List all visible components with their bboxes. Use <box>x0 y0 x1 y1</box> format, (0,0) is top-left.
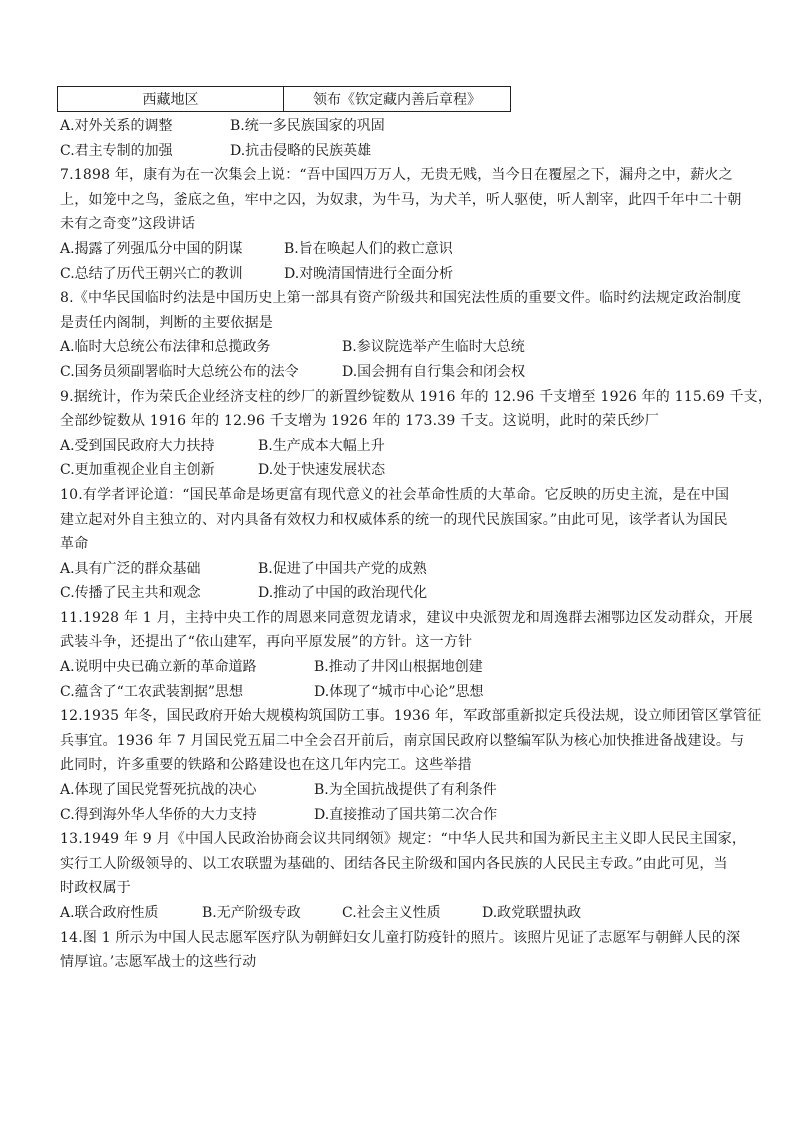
table-row <box>58 87 511 112</box>
option-b: B.旨在唤起人们的救亡意识 <box>284 240 453 257</box>
question-12-line: 兵事宜。1936 年 7 月国民党五届二中全会召开前后，南京国民政府以整编军队为核心加快推进备战建设。与 <box>60 732 745 749</box>
question-13-line: 13.1949 年 9 月《中国人民政治协商会议共同纲领》规定：“中华人民共和国为新民主主义即人民民主国家， <box>60 831 747 848</box>
question-8-line: 是责任内阁制，判断的主要依据是 <box>60 314 273 331</box>
option-b: B.为全国抗战提供了有利条件 <box>314 782 497 799</box>
options-row <box>60 557 736 582</box>
option-d: D.国会拥有自行集会和闭会权 <box>342 363 526 380</box>
option-d: D.对晚清国情进行全面分析 <box>284 265 454 282</box>
option-a: A.体现了国民党誓死抗战的决心 <box>60 782 257 799</box>
option-c: C.总结了历代王朝兴亡的教训 <box>60 265 243 282</box>
option-a: A.受到国民政府大力扶持 <box>60 437 215 454</box>
option-c: C.蕴含了“工农武装割据”思想 <box>60 683 243 700</box>
options-row <box>60 139 736 164</box>
question-11-line: 11.1928 年 1 月，主持中央工作的周恩来同意贺龙请求，建议中央派贺龙和周逸群去湘鄂边区发动群众，开展 <box>60 609 753 626</box>
options-row <box>60 262 736 287</box>
option-a: A.说明中央已确立新的革命道路 <box>60 659 257 676</box>
question-10-line: 10.有学者评论道：“国民革命是场更富有现代意义的社会革命性质的大革命。它反映的历史主流，是在中国 <box>60 486 730 503</box>
question-7-line: 7.1898 年，康有为在一次集会上说：“吾中国四万万人，无贵无贱，当今日在覆屋之下，漏舟之中，薪火之 <box>60 167 733 184</box>
option-c: C.君主专制的加强 <box>60 142 173 159</box>
options-row <box>60 581 736 606</box>
option-d: D.政党联盟执政 <box>482 905 582 921</box>
options-row <box>60 237 736 262</box>
options-row <box>60 360 736 385</box>
question-10-line: 建立起对外自主独立的、对内具备有效权力和权威体系的统一的现代民族国家。”由此可见，该学者认为国民 <box>60 511 728 528</box>
options-row <box>60 803 736 828</box>
options-row <box>60 434 736 459</box>
option-d: D.抗击侵略的民族英雄 <box>230 142 372 159</box>
options-row <box>60 680 736 705</box>
question-7-line: 未有之奇变”这段讲话 <box>60 216 196 233</box>
question-10-line: 革命 <box>60 536 89 553</box>
question-13-line: 时政权属于 <box>60 880 131 897</box>
option-c: C.传播了民主共和观念 <box>60 585 201 602</box>
question-14-line: 14.图 1 所示为中国人民志愿军医疗队为朝鲜妇女儿童打防疫针的照片。该照片见证了志愿军与朝鲜人民的深 <box>60 929 741 946</box>
question-list <box>60 114 773 975</box>
option-b: B.参议院选举产生临时大总统 <box>342 339 525 356</box>
option-a: A.对外关系的调整 <box>60 118 173 134</box>
option-b: B.推动了井冈山根据地创建 <box>314 659 483 676</box>
option-d: D.推动了中国的政治现代化 <box>258 585 428 602</box>
options-row <box>60 655 736 680</box>
options-row <box>60 335 736 360</box>
question-13-line: 实行工人阶级领导的、以工农联盟为基础的、团结各民主阶级和国内各民族的人民民主专政。”由此可见，当 <box>60 855 728 872</box>
option-b: B.统一多民族国家的巩固 <box>230 118 385 134</box>
options-row <box>60 778 736 803</box>
option-a: A.临时大总统公布法律和总揽政务 <box>60 339 271 356</box>
question-12-line: 此同时，许多重要的铁路和公路建设也在这几年内完工。这些举措 <box>60 757 472 774</box>
question-14-line: 情厚谊。’志愿军战士的这些行动 <box>60 954 257 971</box>
question-12-line: 12.1935 年冬，国民政府开始大规模构筑国防工事。1936 年，军政部重新拟定兵役法规，设立师团管区掌管征 <box>60 708 762 725</box>
option-d: D.直接推动了国共第二次合作 <box>314 806 498 823</box>
question-9-line: 9.据统计，作为荣氏企业经济支柱的纱厂的新置纱锭数从 1916 年的 12.96 千支增至 1926 年的 115.69 千支， <box>60 388 773 405</box>
option-c: C.得到海外华人华侨的大力支持 <box>60 806 257 823</box>
options-row <box>60 901 736 926</box>
table-cell-event: 领布《钦定藏内善后章程》 <box>284 87 511 112</box>
option-a: A.揭露了列强瓜分中国的阴谋 <box>60 240 243 257</box>
option-b: B.促进了中国共产党的成熟 <box>258 560 427 577</box>
question-8-line: 8.《中华民国临时约法是中国历史上第一部具有资产阶级共和国宪法性质的重要文件。临时约法规定政治制度 <box>60 290 742 307</box>
option-c: C.社会主义性质 <box>342 905 441 921</box>
question-9-line: 全部纱锭数从 1916 年的 12.96 千支增为 1926 年的 173.39 千支。这说明，此时的荣氏纱厂 <box>60 413 659 430</box>
option-d: D.处于快速发展状态 <box>258 462 386 479</box>
option-c: C.更加重视企业自主创新 <box>60 462 215 479</box>
option-c: C.国务员须副署临时大总统公布的法令 <box>60 363 299 380</box>
options-row <box>60 114 736 139</box>
option-d: D.体现了“城市中心论”思想 <box>314 683 484 700</box>
option-a: A.具有广泛的群众基础 <box>60 560 201 577</box>
answer-table <box>57 86 511 112</box>
question-11-line: 武装斗争，还提出了“依山建军，再向平原发展”的方针。这一方针 <box>60 634 473 651</box>
table-cell-region: 西藏地区 <box>58 87 284 112</box>
option-b: B.无产阶级专政 <box>202 905 301 921</box>
option-b: B.生产成本大幅上升 <box>258 437 385 454</box>
question-7-line: 上，如笼中之鸟，釜底之鱼，牢中之囚，为奴隶，为牛马，为犬羊，听人驱使，听人割宰，此四千年中二十朝 <box>60 191 742 208</box>
options-row <box>60 458 736 483</box>
option-a: A.联合政府性质 <box>60 905 159 921</box>
